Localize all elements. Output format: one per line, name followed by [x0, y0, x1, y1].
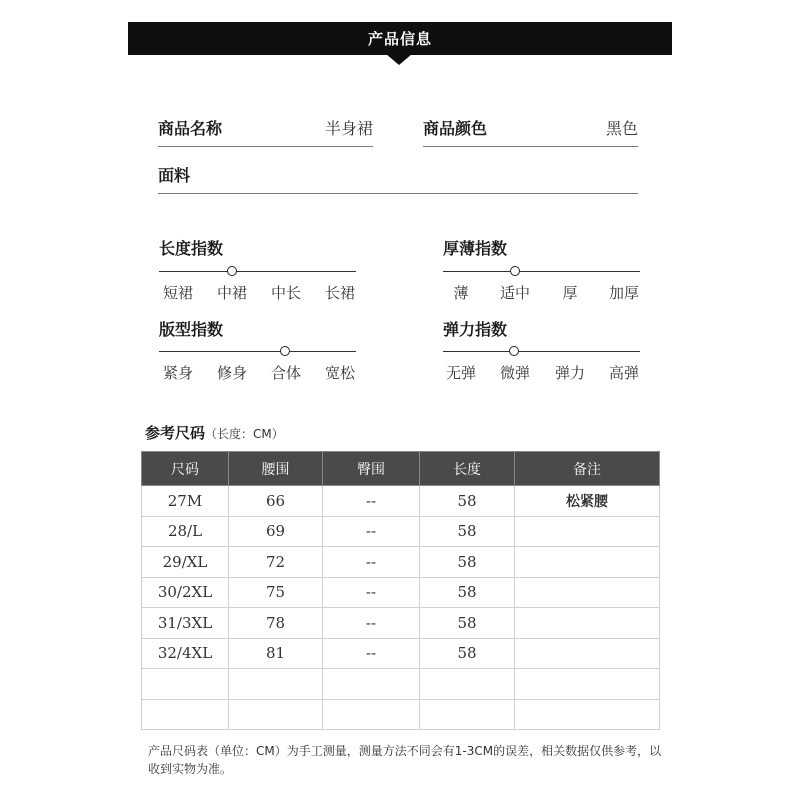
- thickness-option-2: 适中: [499, 284, 531, 302]
- cell-waist: [229, 699, 323, 730]
- cell-note: [515, 669, 660, 700]
- cell-hip: --: [323, 486, 420, 517]
- product-color-field: [423, 116, 638, 147]
- elasticity-scale-title: 弹力指数: [443, 320, 508, 339]
- size-table-header-row: [142, 452, 660, 486]
- cell-length: [420, 669, 515, 700]
- cell-length: 58: [420, 486, 515, 517]
- product-color-label: 商品颜色: [423, 119, 488, 138]
- thickness-option-1: 薄: [453, 284, 469, 302]
- column-header-size: 尺码: [142, 452, 229, 486]
- fit-option-3: 合体: [270, 364, 302, 382]
- thickness-option-3: 厚: [562, 284, 578, 302]
- cell-size: [142, 699, 229, 730]
- thickness-option-4: 加厚: [608, 284, 640, 302]
- size-table: [141, 451, 660, 730]
- product-name-label: 商品名称: [158, 119, 223, 138]
- cell-size: 32/4XL: [142, 638, 229, 669]
- table-row: [142, 577, 660, 608]
- cell-waist: 78: [229, 608, 323, 639]
- elasticity-scale-indicator: [509, 346, 519, 356]
- cell-hip: --: [323, 608, 420, 639]
- banner-pointer: [386, 54, 412, 65]
- elasticity-option-2: 微弹: [499, 364, 531, 382]
- cell-note: [515, 608, 660, 639]
- cell-length: 58: [420, 516, 515, 547]
- cell-hip: --: [323, 547, 420, 578]
- length-scale-indicator: [227, 266, 237, 276]
- section-banner: [128, 22, 672, 55]
- thickness-scale-title: 厚薄指数: [443, 239, 508, 258]
- cell-waist: 81: [229, 638, 323, 669]
- cell-length: 58: [420, 638, 515, 669]
- size-chart-subtitle: （长度：CM）: [205, 427, 284, 441]
- fit-scale-indicator: [280, 346, 290, 356]
- cell-size: 28/L: [142, 516, 229, 547]
- cell-note: [515, 638, 660, 669]
- cell-waist: [229, 669, 323, 700]
- elasticity-option-3: 弹力: [554, 364, 586, 382]
- length-scale-title: 长度指数: [159, 239, 224, 258]
- cell-size: 30/2XL: [142, 577, 229, 608]
- fabric-field: [158, 163, 638, 194]
- length-option-2: 中裙: [216, 284, 248, 302]
- column-header-note: 备注: [515, 452, 660, 486]
- size-chart-title: 参考尺码: [145, 424, 206, 442]
- measurement-footnote: 产品尺码表（单位：CM）为手工测量，测量方法不同会有1-3CM的误差，相关数据仅供参考，以收到实物为准。: [148, 744, 662, 776]
- product-name-field: [158, 116, 373, 147]
- thickness-scale-indicator: [510, 266, 520, 276]
- cell-note: 松紧腰: [515, 486, 660, 517]
- cell-hip: --: [323, 638, 420, 669]
- cell-note: [515, 547, 660, 578]
- elasticity-scale-track: [443, 351, 640, 352]
- cell-length: 58: [420, 577, 515, 608]
- fit-scale-title: 版型指数: [159, 320, 224, 339]
- length-option-1: 短裙: [162, 284, 194, 302]
- fit-option-2: 修身: [216, 364, 248, 382]
- length-scale-track: [159, 271, 356, 272]
- cell-hip: --: [323, 577, 420, 608]
- fit-scale-track: [159, 351, 356, 352]
- product-name-value: 半身裙: [324, 119, 373, 138]
- cell-size: 29/XL: [142, 547, 229, 578]
- size-chart-heading: [145, 422, 284, 443]
- section-title: 产品信息: [367, 30, 432, 48]
- cell-hip: --: [323, 516, 420, 547]
- product-color-value: 黑色: [605, 119, 638, 138]
- cell-hip: [323, 699, 420, 730]
- column-header-hip: 臀围: [323, 452, 420, 486]
- thickness-scale-track: [443, 271, 640, 272]
- cell-note: [515, 516, 660, 547]
- cell-size: 31/3XL: [142, 608, 229, 639]
- cell-waist: 69: [229, 516, 323, 547]
- column-header-length: 长度: [420, 452, 515, 486]
- elasticity-option-1: 无弹: [445, 364, 477, 382]
- cell-note: [515, 577, 660, 608]
- fit-option-1: 紧身: [162, 364, 194, 382]
- length-option-3: 中长: [270, 284, 302, 302]
- cell-length: [420, 699, 515, 730]
- fabric-label: 面料: [158, 166, 191, 185]
- table-row: [142, 516, 660, 547]
- table-row: [142, 669, 660, 700]
- cell-note: [515, 699, 660, 730]
- cell-hip: [323, 669, 420, 700]
- length-option-4: 长裙: [324, 284, 356, 302]
- fit-option-4: 宽松: [324, 364, 356, 382]
- column-header-waist: 腰围: [229, 452, 323, 486]
- table-row: [142, 638, 660, 669]
- cell-length: 58: [420, 608, 515, 639]
- cell-waist: 75: [229, 577, 323, 608]
- cell-size: 27M: [142, 486, 229, 517]
- table-row: [142, 608, 660, 639]
- cell-waist: 72: [229, 547, 323, 578]
- table-row: [142, 547, 660, 578]
- cell-waist: 66: [229, 486, 323, 517]
- table-row: [142, 486, 660, 517]
- cell-length: 58: [420, 547, 515, 578]
- table-row: [142, 699, 660, 730]
- elasticity-option-4: 高弹: [608, 364, 640, 382]
- cell-size: [142, 669, 229, 700]
